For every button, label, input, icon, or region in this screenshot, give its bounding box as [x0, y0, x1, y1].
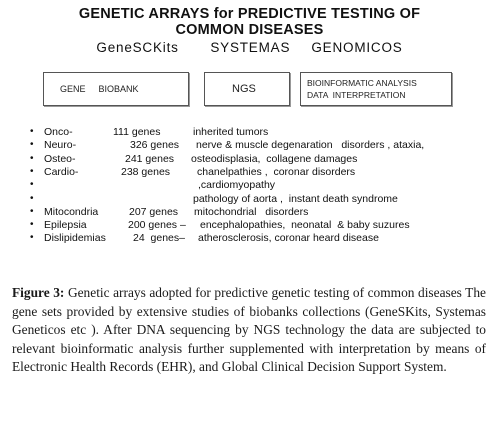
bullet-icon: •: [30, 192, 34, 204]
category: Onco-: [44, 126, 73, 138]
description: osteodisplasia, collagene damages: [191, 152, 358, 165]
data-interpretation-label: DATA INTERPRETATION: [307, 90, 406, 100]
description: pathology of aorta , instant death syndrome: [193, 192, 398, 205]
bioinformatic-analysis-label: BIOINFORMATIC ANALYSIS: [307, 78, 417, 88]
gene-count: 200 genes –: [128, 219, 186, 232]
category: Osteo-: [44, 152, 76, 165]
description: chanelpathies , coronar disorders: [197, 165, 356, 178]
bullet-icon: •: [30, 179, 34, 191]
bioinformatic-analysis-box: [300, 72, 452, 106]
description: mitochondrial disorders: [194, 205, 309, 218]
category: Epilepsia: [44, 219, 87, 232]
description: encephalopathies, neonatal & baby suzures: [200, 219, 410, 232]
bullet-icon: •: [30, 205, 34, 217]
caption-text: Genetic arrays adopted for predictive genetic testing of common diseases The gene sets provided by extensive studies of biobanks collections (GeneSKits, Systemas Geneticos etc ). After DNA sequencing by NGS technology the data are subjected to relevant bioinformatic analysis further supplemented with interpretation by means of Electronic Health Records (EHR), and Global Clinical Decision Support System.: [12, 285, 487, 375]
bullet-icon: •: [30, 139, 34, 151]
bullet-icon: •: [30, 126, 34, 137]
category: Dislipidemias: [44, 232, 106, 245]
gene-count: 326 genes: [130, 139, 180, 152]
gene-biobank-box: [43, 72, 189, 106]
slide-title-line-1: GENETIC ARRAYS for PREDICTIVE TESTING OF: [78, 6, 421, 22]
bullet-icon: •: [30, 232, 34, 244]
gene-count: 207 genes: [129, 205, 179, 218]
gene-biobank-label: GENE BIOBANK: [60, 84, 139, 94]
description: ,cardiomyopathy: [198, 179, 276, 192]
gene-count: 111 genes: [113, 126, 161, 138]
description: atherosclerosis, coronar heard disease: [198, 232, 379, 245]
category: Neuro-: [44, 139, 77, 152]
description: inherited tumors: [193, 126, 269, 138]
figure-label: Figure 3:: [12, 285, 65, 300]
category: Cardio-: [44, 165, 79, 178]
ngs-label: NGS: [232, 83, 256, 95]
gene-count: 241 genes: [125, 152, 175, 165]
figure-caption: [12, 284, 486, 377]
category: Mitocondria: [44, 205, 99, 218]
ngs-box: [204, 72, 290, 106]
bullet-icon: •: [30, 165, 34, 177]
slide-title-line-2: COMMON DISEASES: [175, 22, 324, 38]
gene-count: 238 genes: [121, 165, 171, 178]
description: nerve & muscle degenaration disorders , ataxia,: [196, 139, 425, 152]
gene-count: 24 genes–: [133, 232, 185, 245]
bullet-icon: •: [30, 219, 34, 231]
slide-title: [0, 6, 499, 38]
bullet-icon: •: [30, 152, 34, 164]
slide-subtitle: GeneSCKits SYSTEMAS GENOMICOS: [96, 40, 403, 55]
